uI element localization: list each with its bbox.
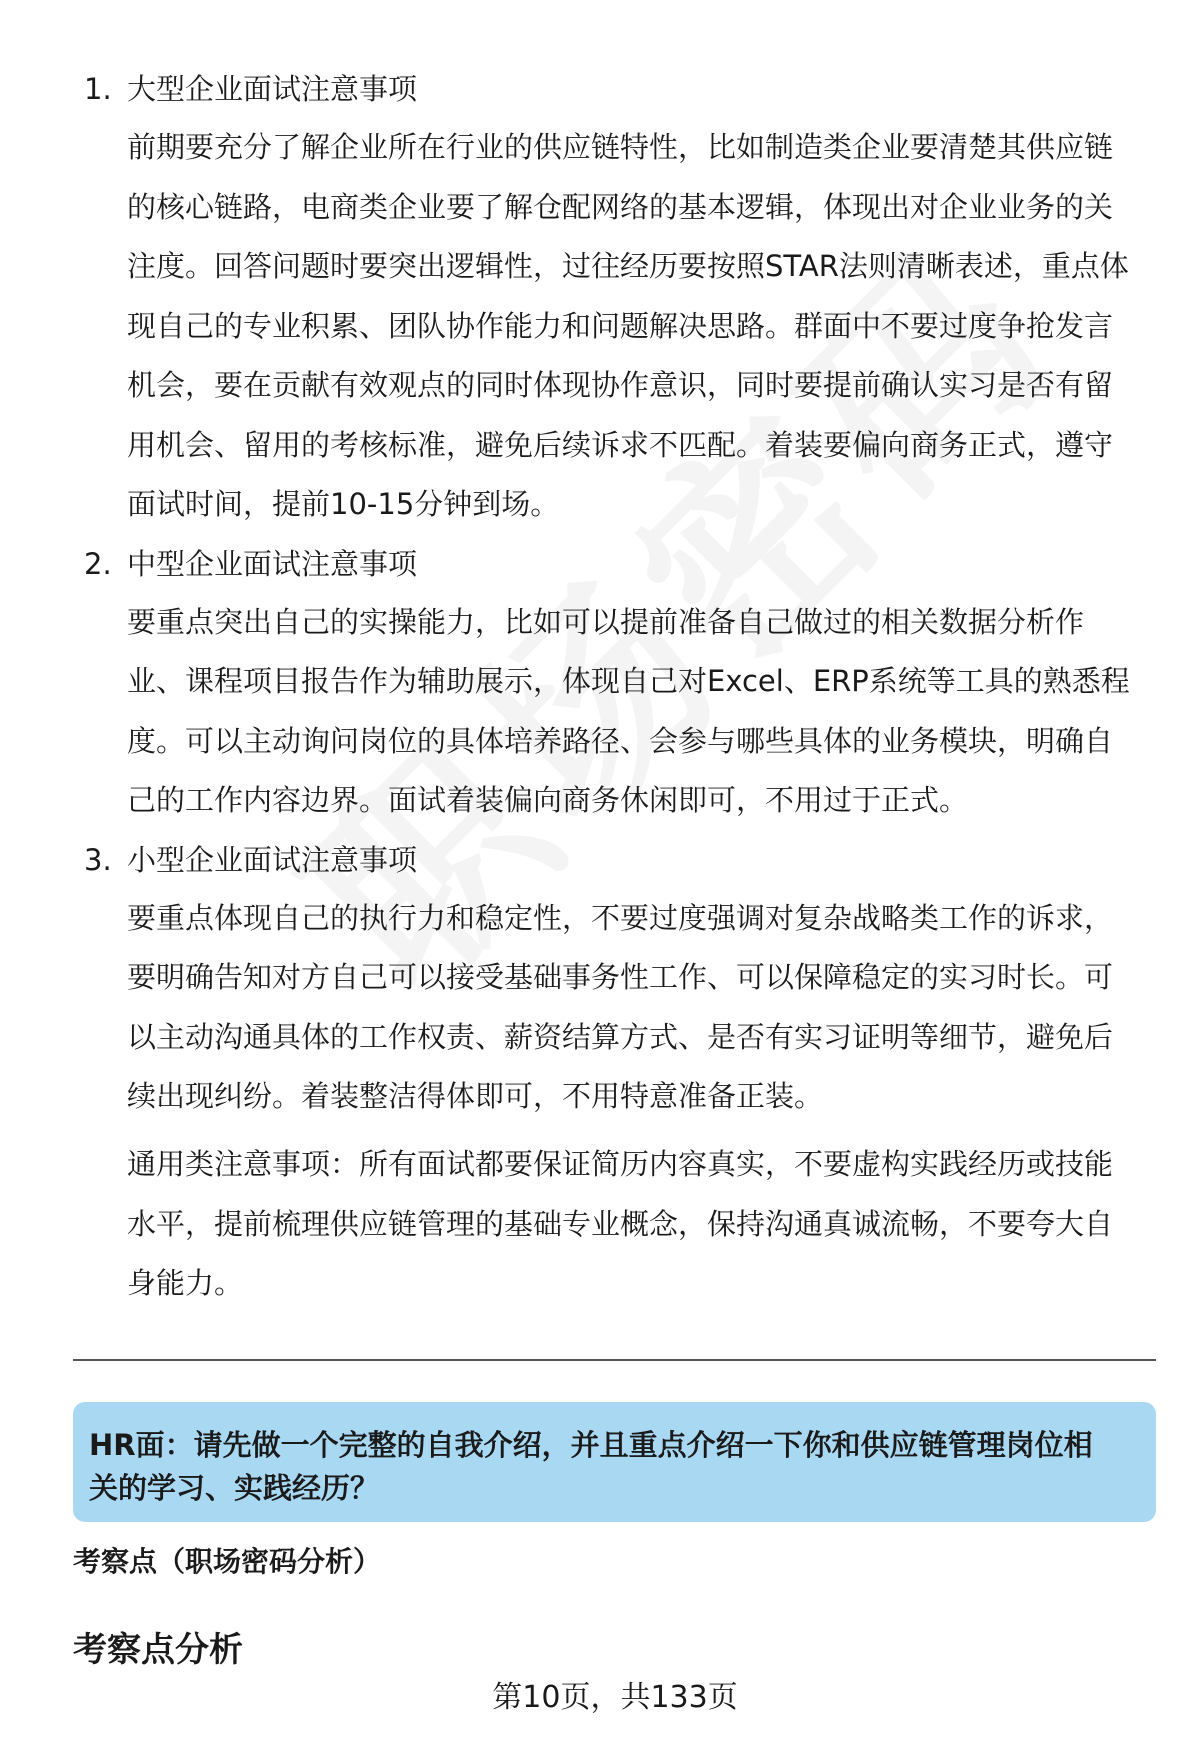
body-line: 用机会、留用的考核标准，避免后续诉求不匹配。着装要偏向商务正式，遵守 (127, 427, 1114, 462)
item-title: 大型企业面试注意事项 (127, 72, 418, 106)
question-line: 关的学习、实践经历？ (89, 1471, 380, 1505)
item-title: 小型企业面试注意事项 (127, 842, 418, 877)
body-line: 以主动沟通具体的工作权责、薪资结算方式、是否有实习证明等细节，避免后 (127, 1019, 1114, 1054)
body-line: 己的工作内容边界。面试着装偏向商务休闲即可，不用过于正式。 (127, 783, 969, 817)
general-note-line: 通用类注意事项：所有面试都要保证简历内容真实，不要虚构实践经历或技能 (127, 1147, 1114, 1181)
general-note-line: 身能力。 (127, 1266, 244, 1300)
section-divider (73, 1359, 1156, 1361)
item-heading (0, 60, 1200, 118)
body-line: 度。可以主动询问岗位的具体培养路径、会参与哪些具体的业务模块，明确自 (127, 723, 1114, 758)
body-line: 的核心链路，电商类企业要了解仓配网络的基本逻辑，体现出对企业业务的关 (127, 189, 1114, 224)
item-heading (0, 831, 1200, 889)
item-heading (0, 535, 1200, 593)
body-line: 要明确告知对方自己可以接受基础事务性工作、可以保障稳定的实习时长。可 (127, 960, 1114, 994)
inspection-point-label: 考察点（职场密码分析） (73, 1545, 382, 1578)
general-note (127, 1135, 1162, 1314)
list-item (0, 60, 1200, 535)
item-number: 2. (84, 546, 112, 581)
page-number: 第10页，共133页 (492, 1680, 738, 1715)
item-title: 中型企业面试注意事项 (127, 546, 418, 581)
list-item (0, 831, 1200, 1127)
body-line: 要重点体现自己的执行力和稳定性，不要过度强调对复杂战略类工作的诉求， (127, 900, 1114, 935)
item-number: 1. (84, 72, 112, 106)
body-line: 注度。回答问题时要突出逻辑性，过往经历要按照STAR法则清晰表述，重点体 (127, 249, 1129, 283)
body-line: 要重点突出自己的实操能力，比如可以提前准备自己做过的相关数据分析作 (127, 604, 1085, 639)
body-line: 面试时间，提前10-15分钟到场。 (127, 487, 560, 521)
interview-question-box (73, 1402, 1156, 1522)
general-note-line: 水平，提前梳理供应链管理的基础专业概念，保持沟通真诚流畅，不要夸大自 (127, 1206, 1114, 1241)
item-body (127, 118, 1162, 535)
list-item (0, 535, 1200, 831)
analysis-heading: 考察点分析 (73, 1630, 243, 1670)
body-line: 机会，要在贡献有效观点的同时体现协作意识，同时要提前确认实习是否有留 (127, 368, 1114, 402)
body-line: 业、课程项目报告作为辅助展示，体现自己对Excel、ERP系统等工具的熟悉程 (127, 664, 1130, 698)
body-line: 续出现纠纷。着装整洁得体即可，不用特意准备正装。 (127, 1079, 824, 1113)
question-line: HR面：请先做一个完整的自我介绍，并且重点介绍一下你和供应链管理岗位相 (89, 1428, 1093, 1462)
body-line: 现自己的专业积累、团队协作能力和问题解决思路。群面中不要过度争抢发言 (127, 308, 1114, 343)
tips-list (0, 60, 1200, 1127)
body-line: 前期要充分了解企业所在行业的供应链特性，比如制造类企业要清楚其供应链 (127, 130, 1114, 164)
item-number: 3. (84, 842, 112, 877)
item-body (127, 593, 1162, 831)
item-body (127, 889, 1162, 1127)
